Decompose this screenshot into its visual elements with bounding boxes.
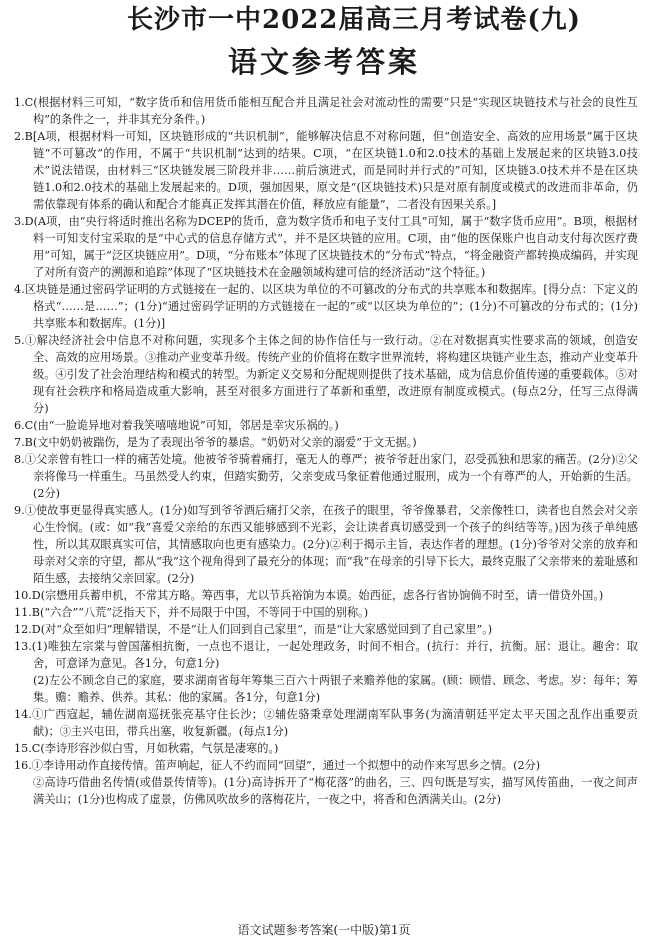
answer-item-15: 15.C(李诗形容沙似白雪，月如秋霜，气氛是凄寒的。) — [14, 742, 279, 755]
answer-item-1: 1.C(根据材料三可知，“数字货币和信用货币能相互配合并且满足社会对流动性的需要”只是“实现区块链技术与社会的良性互构”的条件之一，并非其充分条件。) — [14, 96, 638, 126]
answer-item-5: 5.①解决经济社会中信息不对称问题，实现多个主体之间的协作信任与一致行动。②在对数据真实性要求高的领域，创造安全、高效的应用场景。③推动产业变革升级。传统产业的价值将在数字世界流转，将构建区块链产业生态，推动产业变革升级。④引发了社会治理结构和模式的转型。为新定义交易和分配规则提供了技术基础，成为信息价值传递的重要载体。⑤对现有社会秩序和格局造成重大影响，甚至对很多方面进行了革新和重塑，改进原有制度或模式。(每点2分，任写三点得满分) — [14, 334, 638, 415]
answer-item-12: 12.D(对“众至如归”理解错误，不是“让人们回到自己家里”，而是“让大家感觉回到了自己家里”。) — [14, 623, 493, 636]
answer-item-11: 11.B(“六合”“八荒”泛指天下，并不局限于中国，不等同于中国的别称。) — [14, 606, 369, 619]
answer-item-2: 2.B[A项，根据材料一可知，区块链形成的“共识机制”，能够解决信息不对称问题，但“创造安全、高效的应用场景”属于区块链“不可篡改”的作用，不属于“共识机制”达到的结果。C项，“在区块链1.0和2.0技术的基础上发展起来的区块链3.0技术”说法错误，由材料三“区块链发展三阶段并非……前后演进式，而是同时并行式的”可知，区块链3.0技术并不是在区块链1.0和2.0技术的基础上发展起来的。D项，强加因果，原文是“(区块链技术)只是对原有制度或模式的改进而非革命，仍需依靠现有体系的确认和配合才能真正发挥其潜在价值，释放应有能量”，二者没有因果关系。] — [14, 130, 638, 211]
answer-item-6: 6.C(由“一脸诡异地对着我笑嘻嘻地说”可知，邻居是幸灾乐祸的。) — [14, 419, 339, 432]
page-footer: 语文试题参考答案(一中版)第1页 — [237, 923, 411, 937]
answer-key-title: 语文参考答案 — [227, 45, 420, 79]
answer-item-16-2: ②高诗巧借曲名传情(或借景传情等)。(1分)高诗拆开了“梅花落”的曲名，三、四句既是写实，描写风传笛曲，一夜之间声满关山；(1分)也构成了虚景，仿佛风吹故乡的落梅花片，一夜之中，将香和色洒满关山。(2分) — [33, 776, 638, 806]
answer-item-13-2: (2)左公不顾念自己的家庭，要求湖南省每年筹集三百六十两银子来赡养他的家属。(顾：顾惜、顾念、考虑。岁：每年；筹集。赡：赡养、供养。其私：他的家属。各1分，句意1分) — [33, 674, 638, 704]
answer-item-7: 7.B(文中奶奶被踹伤，是为了表现出爷爷的暴虐。“奶奶对父亲的溺爱”于文无据。) — [14, 436, 417, 449]
answer-item-13-1: 13.(1)唯独左宗棠与曾国藩相抗衡，一点也不退让，一起处理政务，时间不相合。(抗行：并行，抗衡。屈：退让。趣舍：取舍，可意译为意见。各1分，句意1分) — [14, 640, 638, 670]
answer-item-14: 14.①广西寇起，辅佐湖南巡抚张亮基守住长沙；②辅佐骆秉章处理湖南军队事务(为滴清朝廷平定太平天国之乱作出重要贡献)；③主兴屯田，带兵出塞，收复新疆。(每点1分) — [14, 708, 638, 738]
answer-item-8: 8.①父亲曾有牲口一样的痛苦处境。他被爷爷骑着痛打，毫无人的尊严；被爷爷赶出家门，忍受孤独和思家的痛苦。(2分)②父亲将像马一样重生。马虽然受人约束，但踏实勤劳，父亲变成马象征着他通过服刑，成为一个有尊严的人，开始新的生活。(2分) — [14, 453, 638, 500]
answer-item-16-1: 16.①李诗用动作直接传情。笛声响起，征人不约而同“回望”，通过一个拟想中的动作来写思乡之情。(2分) — [14, 759, 541, 772]
answer-item-3: 3.D(A项，由“央行将适时推出名称为DCEP的货币，意为数字货币和电子支付工具”可知，属于“数字货币应用”。B项，根据材料一可知支付宝采取的是“中心式的信息存储方式”，并不是区块链的应用。C项，由“他的医保账户也自动支付每次医疗费用”可知，属于“泛区块链应用”。D项，“分布账本”体现了区块链技术的“分布式”特点，“将金融资产都转换成编码，并实现了对所有资产的溯源和追踪”体现了“区块链技术在金融领域构建可信的经济活动”这个特征。) — [14, 215, 638, 279]
answer-item-9: 9.①使故事更显得真实感人。(1分)如写到爷爷酒后痛打父亲，在孩子的眼里，爷爷像暴君，父亲像牲口，读者也自然会对父亲心生怜悯。(或：如“我”喜爱父亲给的东西又能够感到不光彩，会让读者真切感受到一个孩子的纠结等等。)因为孩子单纯感性，所以其双眼真实可信，其情感取向也更有感染力。(2分)②利于揭示主旨，表达作者的理想。(1分)爷爷对父亲的放弃和母亲对父亲的守望，都从“我”这个视角得到了最充分的体现；而“我”在母亲的引导下长大，最终克服了父亲带来的羞耻感和陌生感，去接纳父亲回家。(2分) — [14, 504, 638, 585]
answer-list — [14, 94, 638, 808]
exam-title: 长沙市一中2022届高三月考试卷(九) — [127, 5, 581, 35]
answer-item-10: 10.D(宗懋用兵蓄申机，不常其方略。筹西事，尤以节兵裕饷为本谟。始西征，虑各行省协饷倘不时至，请一借贷外国。) — [14, 589, 604, 602]
answer-item-4: 4.区块链是通过密码学证明的方式链接在一起的、以区块为单位的不可篡改的分布式的共享账本和数据库。[得分点：下定义的格式“……是……”；(1分)“通过密码学证明的方式链接在一起的”或“以区块为单位的”；(1分)不可篡改的分布式的；(1分)共享账本和数据库。(1分)] — [14, 283, 638, 330]
